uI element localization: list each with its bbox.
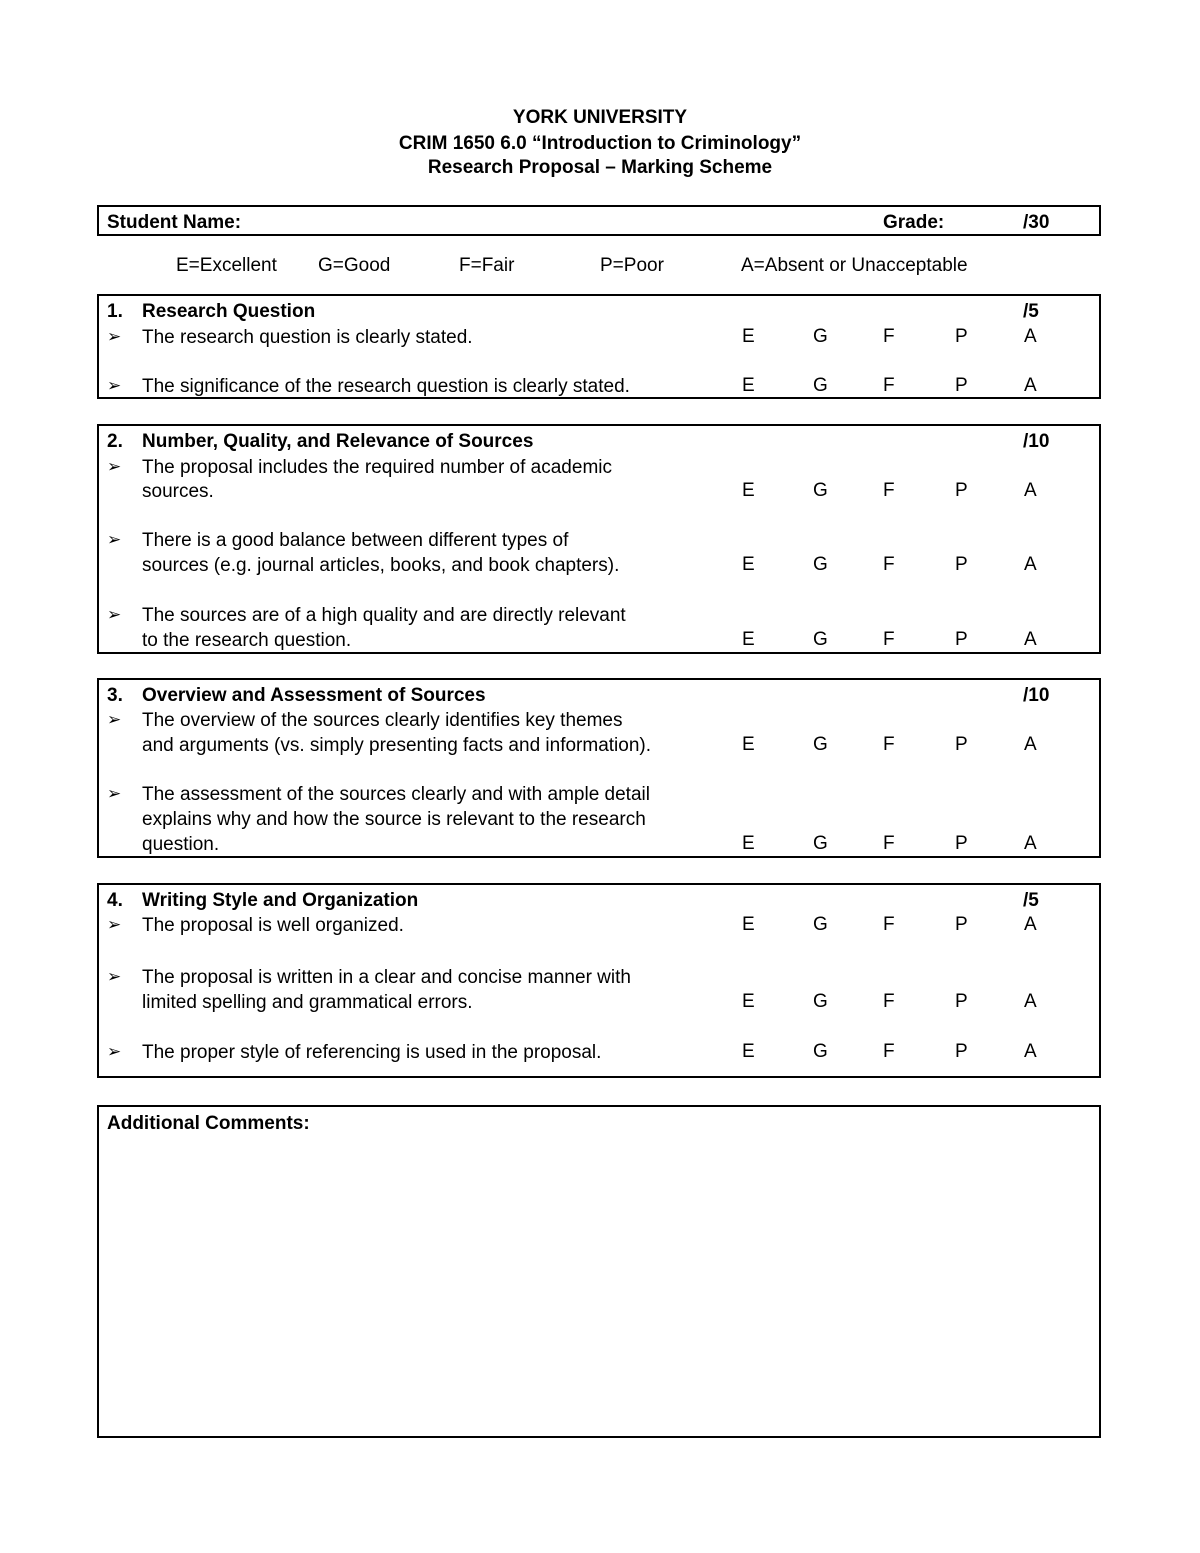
- rating-a[interactable]: A: [1024, 991, 1037, 1012]
- university-title: YORK UNIVERSITY: [512, 107, 688, 128]
- section-title: Overview and Assessment of Sources: [142, 685, 486, 706]
- rating-p[interactable]: P: [955, 833, 968, 854]
- rating-f[interactable]: F: [883, 1041, 895, 1062]
- rating-e[interactable]: E: [742, 554, 755, 575]
- rating-g[interactable]: G: [813, 375, 828, 396]
- rating-p[interactable]: P: [955, 375, 968, 396]
- criterion-text-line: The proposal includes the required number of academic: [142, 457, 612, 478]
- criterion-text: The research question is clearly stated.: [142, 327, 473, 348]
- rating-a[interactable]: A: [1024, 629, 1037, 650]
- criterion-text-line: sources.: [142, 481, 214, 502]
- legend-fair: F=Fair: [459, 255, 515, 276]
- arrow-bullet-icon: ➢: [107, 605, 122, 624]
- rating-e[interactable]: E: [742, 833, 755, 854]
- criterion-text-line: limited spelling and grammatical errors.: [142, 992, 473, 1013]
- grade-label: Grade:: [883, 212, 945, 233]
- arrow-bullet-icon: ➢: [107, 327, 122, 346]
- section-overview-assessment: [97, 678, 1101, 858]
- rating-g[interactable]: G: [813, 833, 828, 854]
- rating-p[interactable]: P: [955, 629, 968, 650]
- rating-f[interactable]: F: [883, 554, 895, 575]
- rating-e[interactable]: E: [742, 326, 755, 347]
- criterion-text-line: The sources are of a high quality and are directly relevant: [142, 605, 626, 626]
- section-writing-style: [97, 883, 1101, 1078]
- criterion-text-line: to the research question.: [142, 630, 352, 651]
- rating-e[interactable]: E: [742, 914, 755, 935]
- rating-p[interactable]: P: [955, 991, 968, 1012]
- legend-absent: A=Absent or Unacceptable: [741, 255, 968, 276]
- criterion-text-line: sources (e.g. journal articles, books, and book chapters).: [142, 555, 620, 576]
- section-number: 4.: [107, 890, 123, 911]
- rating-p[interactable]: P: [955, 326, 968, 347]
- rating-g[interactable]: G: [813, 326, 828, 347]
- criterion-text-line: The assessment of the sources clearly and with ample detail: [142, 784, 650, 805]
- rating-p[interactable]: P: [955, 480, 968, 501]
- section-score: /5: [1023, 890, 1039, 911]
- rating-a[interactable]: A: [1024, 554, 1037, 575]
- rating-e[interactable]: E: [742, 1041, 755, 1062]
- section-score: /10: [1023, 431, 1050, 452]
- rating-g[interactable]: G: [813, 1041, 828, 1062]
- rating-p[interactable]: P: [955, 1041, 968, 1062]
- rating-f[interactable]: F: [883, 914, 895, 935]
- rating-a[interactable]: A: [1024, 1041, 1037, 1062]
- student-name-label: Student Name:: [107, 212, 242, 233]
- grade-total: /30: [1023, 212, 1050, 233]
- rating-g[interactable]: G: [813, 991, 828, 1012]
- arrow-bullet-icon: ➢: [107, 457, 122, 476]
- criterion-text: The proper style of referencing is used in the proposal.: [142, 1042, 602, 1063]
- criterion-text-line: The proposal is written in a clear and concise manner with: [142, 967, 631, 988]
- course-title: CRIM 1650 6.0 “Introduction to Criminology”: [398, 133, 802, 154]
- criterion-text-line: question.: [142, 834, 220, 855]
- criterion-text: The significance of the research question is clearly stated.: [142, 376, 630, 397]
- section-number: 1.: [107, 301, 123, 322]
- rating-a[interactable]: A: [1024, 326, 1037, 347]
- rating-f[interactable]: F: [883, 629, 895, 650]
- rating-a[interactable]: A: [1024, 375, 1037, 396]
- section-title: Writing Style and Organization: [142, 890, 419, 911]
- rating-f[interactable]: F: [883, 480, 895, 501]
- arrow-bullet-icon: ➢: [107, 967, 122, 986]
- rating-g[interactable]: G: [813, 554, 828, 575]
- criterion-text: The proposal is well organized.: [142, 915, 404, 936]
- section-score: /5: [1023, 301, 1039, 322]
- rating-f[interactable]: F: [883, 833, 895, 854]
- rating-f[interactable]: F: [883, 991, 895, 1012]
- arrow-bullet-icon: ➢: [107, 784, 122, 803]
- section-number: 2.: [107, 431, 123, 452]
- rating-g[interactable]: G: [813, 914, 828, 935]
- section-title: Research Question: [142, 301, 316, 322]
- section-title: Number, Quality, and Relevance of Sources: [142, 431, 534, 452]
- arrow-bullet-icon: ➢: [107, 530, 122, 549]
- rating-a[interactable]: A: [1024, 833, 1037, 854]
- rating-g[interactable]: G: [813, 629, 828, 650]
- rating-p[interactable]: P: [955, 554, 968, 575]
- criterion-text-line: explains why and how the source is relevant to the research: [142, 809, 646, 830]
- rating-a[interactable]: A: [1024, 480, 1037, 501]
- arrow-bullet-icon: ➢: [107, 1042, 122, 1061]
- legend-poor: P=Poor: [600, 255, 664, 276]
- section-sources: [97, 424, 1101, 654]
- arrow-bullet-icon: ➢: [107, 710, 122, 729]
- rating-f[interactable]: F: [883, 326, 895, 347]
- rating-e[interactable]: E: [742, 991, 755, 1012]
- rating-e[interactable]: E: [742, 480, 755, 501]
- section-research-question: [97, 294, 1101, 399]
- student-info-row: [97, 205, 1101, 236]
- section-score: /10: [1023, 685, 1050, 706]
- rating-f[interactable]: F: [883, 734, 895, 755]
- rating-a[interactable]: A: [1024, 914, 1037, 935]
- arrow-bullet-icon: ➢: [107, 376, 122, 395]
- additional-comments-label: Additional Comments:: [107, 1113, 310, 1134]
- legend-good: G=Good: [318, 255, 391, 276]
- rating-p[interactable]: P: [955, 914, 968, 935]
- rating-a[interactable]: A: [1024, 734, 1037, 755]
- rating-g[interactable]: G: [813, 734, 828, 755]
- rating-e[interactable]: E: [742, 375, 755, 396]
- criterion-text-line: and arguments (vs. simply presenting facts and information).: [142, 735, 652, 756]
- section-number: 3.: [107, 685, 123, 706]
- rating-f[interactable]: F: [883, 375, 895, 396]
- rating-p[interactable]: P: [955, 734, 968, 755]
- rating-e[interactable]: E: [742, 734, 755, 755]
- legend-excellent: E=Excellent: [176, 255, 277, 276]
- rating-g[interactable]: G: [813, 480, 828, 501]
- rating-e[interactable]: E: [742, 629, 755, 650]
- arrow-bullet-icon: ➢: [107, 915, 122, 934]
- criterion-text-line: The overview of the sources clearly identifies key themes: [142, 710, 623, 731]
- criterion-text-line: There is a good balance between different types of: [142, 530, 569, 551]
- document-title: Research Proposal – Marking Scheme: [427, 157, 773, 178]
- additional-comments-box[interactable]: [97, 1105, 1101, 1438]
